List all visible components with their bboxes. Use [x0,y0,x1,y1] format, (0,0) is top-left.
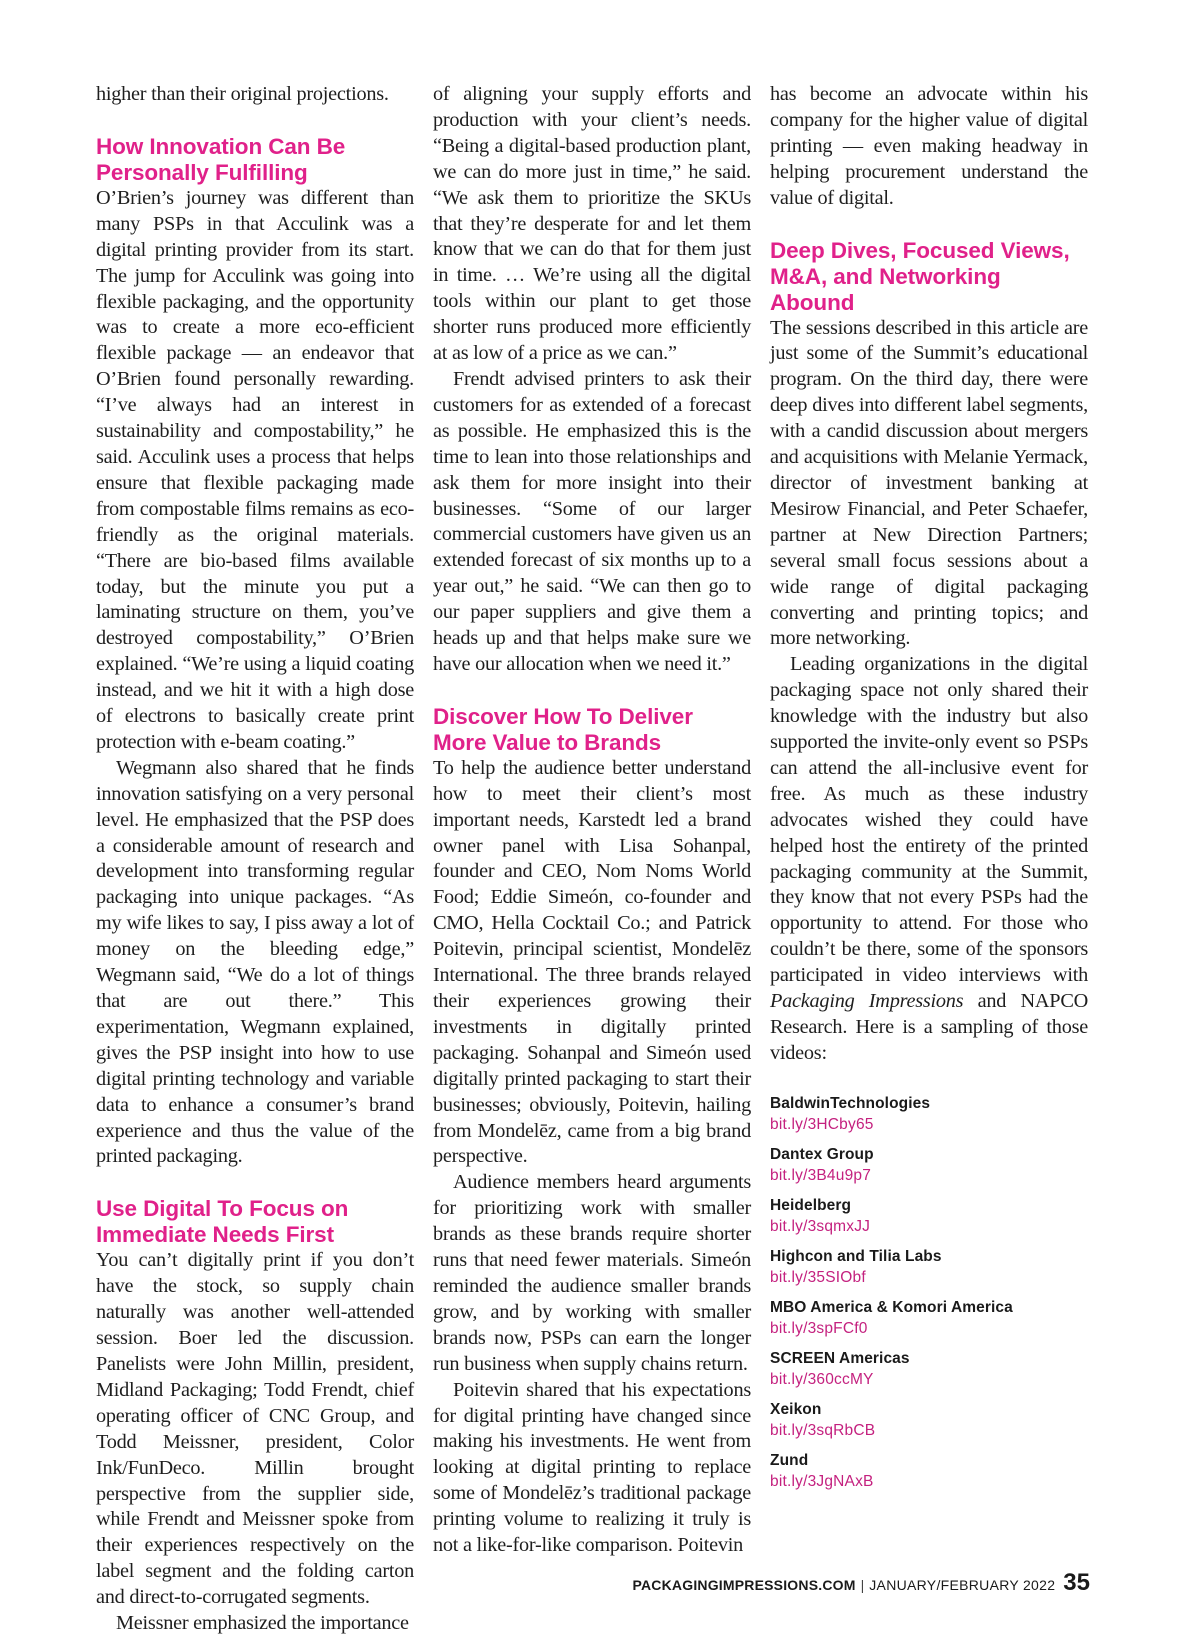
video-entry [770,1195,1088,1237]
column-1 [96,82,414,1637]
body-paragraph: has become an advocate within his company for the higher value of digital printing — even making headway in helping procurement understand the value of digital. [770,83,1088,209]
section-heading-innovation: How Innovation Can Be Personally Fulfilling [96,133,346,185]
body-paragraph: You can’t digitally print if you don’t have the stock, so supply chain naturally was another well-attended session. Boer led the discussion. Panelists were John Millin, president, Midland Packaging; Todd Frendt, chief operating officer of CNC Group, and Todd Meissner, president, Color Ink/FunDeco. Millin brought perspective from the supplier side, while Frendt and Meissner spoke from their experiences respectively on the label segment and the folding carton and direct-to-corrugated segments. [96,1249,414,1609]
paragraph-text: Leading organizations in the digital packaging space not only shared their knowledge with the industry but also supported the invite-only event so PSPs can attend the all-inclusive event for free. As much as these industry advocates wished they could have helped host the entirety of the printed packaging community at the Summit, they know that not every PSPs had the opportunity to attend. For those who couldn’t be there, some of the sponsors participated in video interviews with [770,653,1088,987]
page-footer [632,1569,1090,1597]
footer-website[interactable]: PACKAGINGIMPRESSIONS.COM [632,1577,856,1593]
video-link[interactable]: bit.ly/360ccMY [770,1370,874,1388]
body-paragraph: higher than their original projections. [96,83,389,105]
body-paragraph: of aligning your supply efforts and production with your client’s needs. “Being a digital-based production plant, we can do more just in time,” he said. “We ask them to prioritize the SKUs that they’re desperate for and let them know that we can do that for them just in time. … We’re using all the digital tools within our plant to get those shorter runs produced more efficiently at as low of a price as we can.” [433,83,751,365]
video-entry [770,1399,1088,1441]
body-paragraph: Wegmann also shared that he finds innovation satisfying on a very personal level. He emphasized that the PSP does a considerable amount of research and development into transforming regular packaging into unique packages. “As my wife likes to say, I piss away a lot of money on the bleeding edge,” Wegmann said, “We do a lot of things that are out there.” This experimentation, Wegmann explained, gives the PSP insight into how to use digital printing technology and variable data to enhance a consumer’s brand experience and thus the value of the printed packaging. [96,756,414,1168]
body-paragraph: Poitevin shared that his expectations for digital printing have changed since making his investments. He went from looking at digital printing to replace some of Mondelēz’s traditional package printing volume to realizing it truly is not a like-for-like comparison. Poitevin [433,1378,751,1557]
publication-name: Packaging Impressions [770,990,964,1013]
sponsor-name: Xeikon [770,1400,822,1418]
video-link[interactable]: bit.ly/3sqmxJJ [770,1217,871,1235]
video-entry [770,1450,1088,1492]
body-paragraph: Audience members heard arguments for prioritizing work with smaller brands as these brands require shorter runs that need fewer materials. Simeón reminded the audience smaller brands grow, and by working with smaller brands now, PSPs can earn the longer run business when supply chains return. [433,1171,751,1375]
section-heading-brands: Discover How To Deliver More Value to Brands [433,703,693,755]
sponsor-name: SCREEN Americas [770,1349,910,1367]
video-link[interactable]: bit.ly/3spFCf0 [770,1319,868,1337]
body-paragraph: The sessions described in this article are just some of the Summit’s educational program. On the third day, there were deep dives into different label segments, with a candid discussion about mergers and acquisitions with Melanie Yermack, director of investment banking at Mesirow Financial, and Peter Schaefer, partner at New Direction Partners; several small focus sessions about a wide range of digital packaging converting and printing topics; and more networking. [770,316,1088,650]
video-entry [770,1246,1088,1288]
video-link[interactable]: bit.ly/35SIObf [770,1268,866,1286]
column-2 [433,82,751,1559]
section-heading-digital-focus: Use Digital To Focus on Immediate Needs First [96,1196,349,1248]
sponsor-name: Dantex Group [770,1145,874,1163]
sponsor-name: Zund [770,1451,809,1469]
footer-issue-date: JANUARY/FEBRUARY 2022 [869,1577,1056,1593]
body-paragraph [770,652,1088,1067]
body-paragraph: Meissner emphasized the importance [116,1612,409,1635]
video-link[interactable]: bit.ly/3HCby65 [770,1115,874,1133]
video-entry [770,1348,1088,1390]
video-link[interactable]: bit.ly/3JgNAxB [770,1472,874,1490]
sponsor-name: Highcon and Tilia Labs [770,1247,942,1265]
body-paragraph: Frendt advised printers to ask their customers for as extended of a forecast as possible. He emphasized this is the time to lean into those relationships and ask them for more insight into their businesses. “Some of our larger commercial customers have given us an extended forecast of six months up to a year out,” he said. “We can then go to our paper suppliers and give them a heads up and that helps make sure we have our allocation when we need it.” [433,367,751,675]
video-entry [770,1144,1088,1186]
footer-separator: | [860,1577,865,1593]
section-heading-deep-dives: Deep Dives, Focused Views, M&A, and Networking Abound [770,237,1070,315]
video-list [770,1093,1088,1492]
video-entry [770,1297,1088,1339]
sponsor-name: BaldwinTechnologies [770,1094,931,1112]
sponsor-name: Heidelberg [770,1196,852,1214]
body-paragraph: O’Brien’s journey was different than many PSPs in that Acculink was a digital printing provider from its start. The jump for Acculink was going into flexible packaging, and the opportunity was to create a more eco-efficient flexible package — an endeavor that O’Brien found personally rewarding. “I’ve always had an interest in sustainability and compostability,” he said. Acculink uses a process that helps ensure that flexible packaging made from compostable films remains as eco-friendly as the original materials. “There are bio-based films available today, but the minute you put a laminating structure on them, you’ve destroyed compostability,” O’Brien explained. “We’re using a liquid coating instead, and we hit it with a high dose of electrons to basically create print protection with e-beam coating.” [96,186,414,753]
column-3 [770,82,1088,1501]
paragraph-text: and NAPCO Research. Here is a sampling of those videos: [770,990,1088,1064]
sponsor-name: MBO America & Komori America [770,1298,1013,1316]
video-entry [770,1093,1088,1135]
page-number: 35 [1063,1569,1090,1596]
video-link[interactable]: bit.ly/3sqRbCB [770,1421,876,1439]
video-link[interactable]: bit.ly/3B4u9p7 [770,1166,872,1184]
body-paragraph: To help the audience better understand how to meet their client’s most important needs, Karstedt led a brand owner panel with Lisa Sohanpal, founder and CEO, Nom Noms World Food; Eddie Simeón, co-founder and CMO, Hella Cocktail Co.; and Patrick Poitevin, principal scientist, Mondelēz International. The three brands relayed their experiences growing their investments in digitally printed packaging. Sohanpal and Simeón used digitally printed packaging to start their businesses; obviously, Poitevin, hailing from Mondelēz, came from a big brand perspective. [433,756,751,1168]
